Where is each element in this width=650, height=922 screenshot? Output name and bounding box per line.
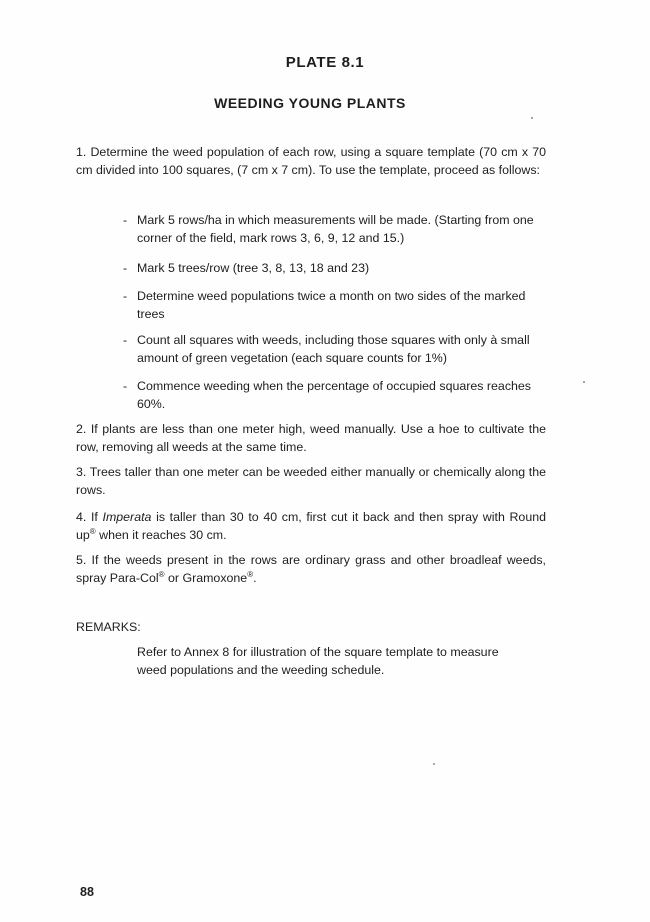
step-5-middle: or Gramoxone [164, 571, 248, 585]
step-4-suffix: when it reaches 30 cm. [95, 528, 227, 542]
step-4-middle: is taller than 30 to 40 cm, first cut it back and then spray with Round up [76, 510, 546, 542]
bullet-item-5 [123, 377, 553, 413]
scan-speck [433, 763, 435, 765]
registered-mark: ® [89, 526, 96, 536]
step-5-paragraph [76, 551, 546, 587]
remarks-text: Refer to Annex 8 for illustration of the square template to measure weed populations and the weeding schedule. [137, 645, 499, 677]
step-4-prefix: 4. If [76, 510, 103, 524]
bullet-dash: - [123, 379, 128, 393]
scan-speck [531, 117, 533, 119]
bullet-item-3 [123, 287, 553, 323]
step-4-paragraph [76, 508, 546, 544]
registered-mark: ® [247, 569, 254, 579]
bullet-dash: - [123, 261, 128, 275]
registered-mark: ® [158, 569, 165, 579]
scan-speck [583, 381, 585, 383]
bullet-item-1 [123, 211, 553, 247]
step-5-prefix: 5. If the weeds present in the rows are ordinary grass and other broadleaf weeds, spray Para-Col [76, 553, 546, 585]
step-2-paragraph: 2. If plants are less than one meter high, weed manually. Use a hoe to cultivate the row, removing all weeds at the same time. [76, 422, 546, 454]
page-title: WEEDING YOUNG PLANTS [214, 95, 406, 111]
step-3-paragraph: 3. Trees taller than one meter can be weeded either manually or chemically along the rows. [76, 465, 546, 497]
remarks-label: REMARKS: [76, 620, 141, 634]
bullet-item-4 [123, 331, 553, 367]
bullet-text: Count all squares with weeds, including those squares with only à small amount of green vegetation (each square counts for 1%) [137, 333, 530, 365]
bullet-dash: - [123, 289, 128, 303]
step-5-suffix: . [253, 571, 257, 585]
bullet-text: Mark 5 rows/ha in which measurements will be made. (Starting from one corner of the field, mark rows 3, 6, 9, 12 and 15.) [137, 213, 534, 245]
step-4-species-name: Imperata [102, 510, 152, 524]
bullet-text: Determine weed populations twice a month on two sides of the marked trees [137, 289, 526, 321]
bullet-dash: - [123, 213, 128, 227]
plate-title: PLATE 8.1 [285, 54, 365, 71]
bullet-dash: - [123, 333, 128, 347]
bullet-text: Mark 5 trees/row (tree 3, 8, 13, 18 and 23) [137, 261, 370, 275]
bullet-item-2 [123, 259, 553, 277]
bullet-text: Commence weeding when the percentage of occupied squares reaches 60%. [137, 379, 531, 411]
page-number: 88 [80, 885, 94, 899]
step-1-paragraph: 1. Determine the weed population of each row, using a square template (70 cm x 70 cm divided into 100 squares, (7 cm x 7 cm). To use the template, proceed as follows: [76, 145, 546, 177]
